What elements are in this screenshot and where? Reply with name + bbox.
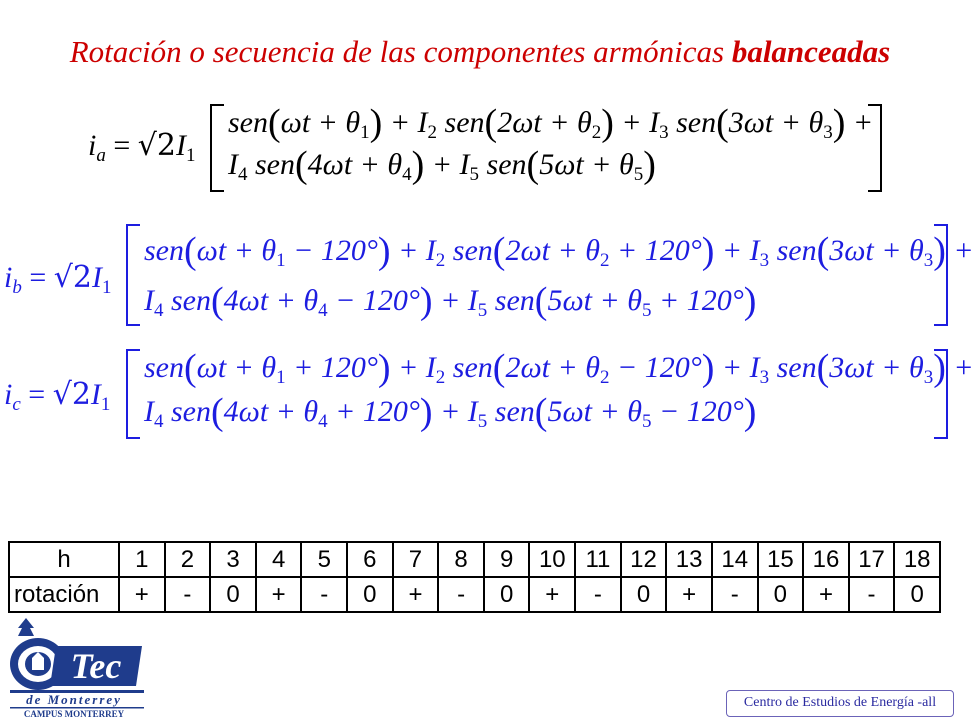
equation-term: + 120°	[327, 395, 420, 428]
logo-de-monterrey: de Monterrey	[26, 692, 122, 707]
rotation-cell: 0	[894, 577, 940, 612]
equation-paren: )	[369, 102, 383, 144]
harmonic-order-cell: 14	[712, 542, 758, 577]
equation-subscript: 4	[154, 300, 164, 321]
equation-subscript: 4	[318, 300, 328, 321]
svg-text:Tec: Tec	[70, 646, 122, 686]
equation-subscript: 5	[641, 300, 652, 321]
equation-term: + I	[424, 148, 470, 181]
equation-term: − 120°	[327, 284, 420, 317]
equation-term: + I	[432, 284, 478, 317]
slide-title	[0, 32, 960, 72]
equation-term: 5ωt + θ	[547, 284, 642, 317]
tec-de-monterrey-logo	[4, 614, 150, 718]
equation-paren: )	[377, 230, 391, 272]
rotation-row	[9, 577, 940, 612]
equation-term: sen	[163, 395, 211, 428]
equation-term: − 120°	[651, 395, 744, 428]
equation-term: ωt + θ	[196, 351, 277, 384]
equation-subscript: 3	[923, 250, 934, 271]
equation-term: sen	[247, 148, 295, 181]
equation-ib	[4, 220, 974, 328]
equation-paren: )	[933, 230, 946, 272]
equation-paren: (	[716, 102, 729, 144]
equation-term: 2ωt + θ	[505, 351, 600, 384]
equation-paren: (	[492, 347, 506, 389]
equation-subscript: 3	[759, 250, 770, 271]
harmonic-order-cell: 6	[347, 542, 393, 577]
rotation-cell: -	[438, 577, 484, 612]
tec-wordmark	[50, 646, 142, 686]
equation-paren: )	[411, 144, 425, 186]
rotation-cell: +	[256, 577, 302, 612]
harmonic-order-cell: 17	[849, 542, 895, 577]
right-bracket	[868, 104, 882, 192]
equation-subscript: 1	[276, 367, 286, 388]
title-bold-word: balanceadas	[731, 34, 891, 69]
equation-subscript: 1	[360, 122, 370, 143]
equation-term: sen	[228, 106, 268, 139]
harmonic-order-cell: 8	[438, 542, 484, 577]
equation-subscript: 1	[276, 250, 286, 271]
harmonic-order-cell: 10	[529, 542, 575, 577]
rotation-cell: 0	[621, 577, 667, 612]
equation-paren: )	[933, 347, 946, 389]
equation-term: + I	[432, 395, 478, 428]
harmonic-order-cell: 16	[803, 542, 849, 577]
equation-paren: )	[419, 391, 433, 433]
equation-subscript: 3	[759, 367, 770, 388]
harmonic-order-cell: 11	[575, 542, 621, 577]
equation-paren: (	[816, 347, 830, 389]
harmonic-order-cell: 12	[621, 542, 667, 577]
rotation-cell: +	[666, 577, 712, 612]
equation-term: sen	[487, 395, 535, 428]
equation-term: − 120°	[285, 234, 378, 267]
harmonic-order-cell: 15	[758, 542, 804, 577]
rotation-cell: -	[849, 577, 895, 612]
equation-term: I	[228, 148, 238, 181]
equation-subscript: 4	[402, 164, 412, 185]
equation-subscript: 4	[318, 411, 328, 432]
equation-term: I	[144, 284, 154, 317]
equation-paren: (	[295, 144, 308, 186]
equation-term: + 120°	[609, 234, 702, 267]
harmonic-order-cell: 5	[301, 542, 347, 577]
equation-term: sen	[479, 148, 527, 181]
equation-paren: )	[377, 347, 391, 389]
equation-term: sen	[769, 234, 817, 267]
equation-paren: (	[184, 347, 197, 389]
equation-ic-line1	[144, 347, 974, 389]
equation-paren: (	[184, 230, 197, 272]
equation-ib-line1	[144, 230, 974, 272]
equation-term: 4ωt + θ	[307, 148, 403, 181]
equation-term: sen	[668, 106, 717, 139]
equation-term: 3ωt + θ	[829, 351, 924, 384]
equation-term: + I	[390, 234, 436, 267]
rotation-cell: -	[301, 577, 347, 612]
equation-paren: )	[643, 144, 656, 186]
rotation-cell: +	[803, 577, 849, 612]
equation-term: + I	[613, 106, 660, 139]
equation-paren: )	[832, 102, 846, 144]
equation-ia-line1	[228, 102, 874, 144]
equation-paren: )	[743, 391, 757, 433]
harmonic-order-cell: 4	[256, 542, 302, 577]
equation-paren: (	[816, 230, 830, 272]
equation-term: 3ωt + θ	[728, 106, 824, 139]
equation-ic-lhs: $i_c = √2I_1$	[4, 377, 111, 415]
equation-term: sen	[144, 234, 184, 267]
equation-term: ωt + θ	[196, 234, 277, 267]
equation-ib-lhs: $i_b = √2I_1$	[4, 260, 112, 298]
footer-label: Centro de Estudios de Energía -all	[726, 690, 954, 717]
harmonic-order-cell: 18	[894, 542, 940, 577]
equation-ib-line2	[144, 280, 757, 322]
equation-subscript: 5	[641, 411, 652, 432]
harmonic-order-cell: 13	[666, 542, 712, 577]
equation-term: +	[945, 351, 974, 384]
equation-term: + I	[390, 351, 436, 384]
equation-subscript: 4	[238, 164, 248, 185]
equation-term: 5ωt + θ	[547, 395, 642, 428]
right-bracket	[934, 349, 948, 439]
equation-term: +	[845, 106, 874, 139]
row-header-rotation: rotación	[9, 577, 119, 612]
equation-paren: (	[534, 280, 548, 322]
equation-term: + I	[714, 234, 760, 267]
equation-term: sen	[144, 351, 184, 384]
equation-term: I	[144, 395, 154, 428]
rotation-cell: -	[165, 577, 211, 612]
equation-paren: (	[211, 391, 224, 433]
equation-subscript: 2	[599, 367, 610, 388]
equation-term: + 120°	[285, 351, 378, 384]
equation-term: 2ωt + θ	[505, 234, 600, 267]
equation-subscript: 3	[923, 367, 934, 388]
harmonic-order-row	[9, 542, 940, 577]
equation-term: +	[945, 234, 974, 267]
rotation-cell: +	[119, 577, 165, 612]
equation-term: + I	[714, 351, 760, 384]
equation-term: 4ωt + θ	[223, 395, 319, 428]
equation-term: sen	[445, 351, 493, 384]
row-header-h: h	[9, 542, 119, 577]
equation-subscript: 5	[633, 164, 644, 185]
equation-term: sen	[437, 106, 485, 139]
equation-subscript: 3	[659, 122, 669, 143]
equation-paren: (	[526, 144, 540, 186]
logo-campus: CAMPUS MONTERREY	[23, 709, 125, 719]
title-text: Rotación o secuencia de las componentes armónicas	[69, 34, 732, 69]
equation-term: − 120°	[609, 351, 702, 384]
equation-ia-lhs: $i_a = √2I_1$	[88, 128, 196, 166]
harmonic-order-cell: 7	[393, 542, 439, 577]
rotation-cell: +	[529, 577, 575, 612]
equation-ia-line2	[228, 144, 656, 186]
equation-term: 3ωt + θ	[829, 234, 924, 267]
left-bracket	[126, 224, 140, 326]
rotation-cell: +	[393, 577, 439, 612]
equation-subscript: 3	[823, 122, 833, 143]
rotation-cell: 0	[347, 577, 393, 612]
rotation-cell: 0	[758, 577, 804, 612]
equation-subscript: 2	[591, 122, 602, 143]
equation-paren: )	[601, 102, 614, 144]
equation-term: sen	[769, 351, 817, 384]
equation-paren: (	[492, 230, 506, 272]
equation-term: ωt + θ	[280, 106, 361, 139]
equation-subscript: 5	[477, 300, 488, 321]
equation-paren: )	[701, 230, 715, 272]
left-bracket	[126, 349, 140, 439]
equation-paren: )	[743, 280, 757, 322]
equation-paren: (	[484, 102, 498, 144]
equation-paren: (	[534, 391, 548, 433]
left-bracket	[210, 104, 224, 192]
harmonic-rotation-table	[8, 541, 941, 613]
equation-subscript: 2	[599, 250, 610, 271]
equation-paren: )	[419, 280, 433, 322]
equation-term: sen	[445, 234, 493, 267]
rotation-cell: 0	[210, 577, 256, 612]
equation-ic	[4, 345, 974, 440]
equation-term: 5ωt + θ	[539, 148, 634, 181]
equation-term: sen	[163, 284, 211, 317]
equation-subscript: 2	[427, 122, 438, 143]
rotation-cell: 0	[484, 577, 530, 612]
equation-subscript: 5	[477, 411, 488, 432]
equation-paren: )	[701, 347, 715, 389]
right-bracket	[934, 224, 948, 326]
equation-paren: (	[268, 102, 281, 144]
equation-subscript: 4	[154, 411, 164, 432]
equation-subscript: 2	[435, 367, 446, 388]
equation-term: + I	[382, 106, 428, 139]
equation-ic-line2	[144, 391, 757, 433]
equation-term: + 120°	[651, 284, 744, 317]
equation-subscript: 2	[435, 250, 446, 271]
rotation-cell: -	[712, 577, 758, 612]
harmonic-order-cell: 3	[210, 542, 256, 577]
equation-term: 2ωt + θ	[497, 106, 592, 139]
harmonic-order-cell: 2	[165, 542, 211, 577]
equation-paren: (	[211, 280, 224, 322]
harmonic-order-cell: 9	[484, 542, 530, 577]
equation-ia	[78, 100, 898, 192]
equation-term: sen	[487, 284, 535, 317]
equation-subscript: 5	[469, 164, 480, 185]
harmonic-order-cell: 1	[119, 542, 165, 577]
equation-term: 4ωt + θ	[223, 284, 319, 317]
rotation-cell: -	[575, 577, 621, 612]
